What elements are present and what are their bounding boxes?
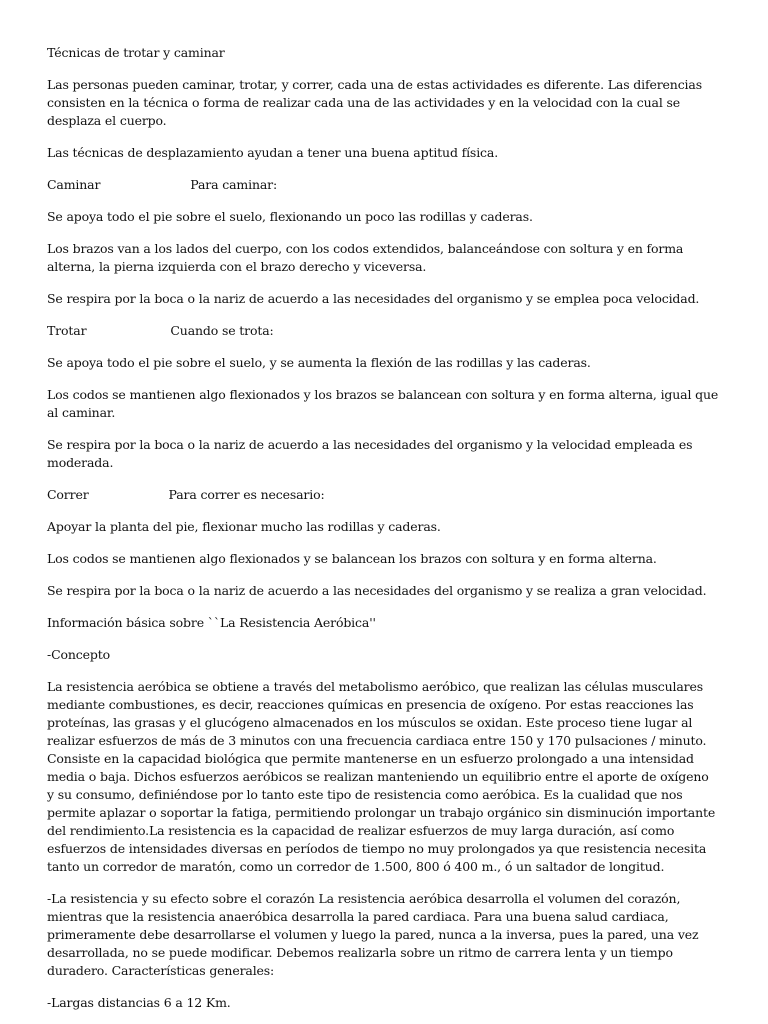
trotar-paragraph-3: Se respira por la boca o la nariz de acuerdo a las necesidades del organismo y la velocidad empleada es moderada.: [47, 437, 693, 470]
caminar-paragraph-2: Los brazos van a los lados del cuerpo, con los codos extendidos, balanceándose con soltura y en forma alterna, la pierna izquierda con el brazo derecho y viceversa.: [47, 241, 684, 274]
correr-paragraph-1: Apoyar la planta del pie, flexionar mucho las rodillas y caderas.: [47, 519, 441, 534]
caminar-paragraph-3: Se respira por la boca o la nariz de acuerdo a las necesidades del organismo y se emplea poca velocidad.: [47, 291, 700, 306]
correr-paragraph-2: Los codos se mantienen algo flexionados y se balancean los brazos con soltura y en forma alterna.: [47, 551, 657, 566]
corazon-paragraph: -La resistencia y su efecto sobre el corazón La resistencia aeróbica desarrolla el volumen del corazón, mientras que la resistencia anaeróbica desarrolla la pared cardiaca. Para una buena salud cardiaca, primeramente debe desarrollarse el volumen y luego la pared, nunca a la inversa, pues la pared, una vez desarrollada, no se puede modificar. Debemos realizarla sobre un ritmo de carrera lenta y un tiempo duradero. Características generales:: [47, 891, 699, 978]
correr-paragraph-3: Se respira por la boca o la nariz de acuerdo a las necesidades del organismo y se realiza a gran velocidad.: [47, 583, 707, 598]
concepto-paragraph: La resistencia aeróbica se obtiene a través del metabolismo aeróbico, que realizan las células musculares mediante combustiones, es decir, reacciones químicas en presencia de oxígeno. Por estas reacciones las proteínas, las grasas y el glucógeno almacenados en los músculos se oxidan. Este proceso tiene lugar al realizar esfuerzos de más de 3 minutos con una frecuencia cardiaca entre 150 y 170 pulsaciones / minuto. Consiste en la capacidad biológica que permite mantenerse en un esfuerzo prolongado a una intensidad media o baja. Dichos esfuerzos aeróbicos se realizan manteniendo un equilibrio entre el aporte de oxígeno y su consumo, definiéndose por lo tanto este tipo de resistencia como aeróbica. Es la cualidad que nos permite aplazar o soportar la fatiga, permitiendo prolongar un trabajo orgánico sin disminución importante del rendimiento.La resistencia es la capacidad de realizar esfuerzos de muy larga duración, así como esfuerzos de intensidades diversas en períodos de tiempo no muy prolongados ya que resistencia necesita tanto un corredor de maratón, como un corredor de 1.500, 800 ó 400 m., ó un saltador de longitud.: [47, 679, 716, 874]
document-heading: Técnicas de trotar y caminar: [47, 45, 225, 60]
trotar-section-header: [47, 322, 719, 340]
intro-paragraph-1: Las personas pueden caminar, trotar, y correr, cada una de estas actividades es diferente. Las diferencias consisten en la técnica o forma de realizar cada una de las actividades y en la velocidad con la cual se desplaza el cuerpo.: [47, 77, 702, 128]
trotar-label: Trotar: [47, 323, 87, 338]
concepto-heading: -Concepto: [47, 647, 110, 662]
info-heading: Información básica sobre ``La Resistencia Aeróbica'': [47, 615, 376, 630]
document-page: [47, 44, 719, 1012]
trotar-sublabel: Cuando se trota:: [170, 323, 274, 338]
caminar-paragraph-1: Se apoya todo el pie sobre el suelo, flexionando un poco las rodillas y caderas.: [47, 209, 533, 224]
caminar-label: Caminar: [47, 177, 101, 192]
correr-section-header: [47, 486, 719, 504]
intro-paragraph-2: Las técnicas de desplazamiento ayudan a tener una buena aptitud física.: [47, 145, 499, 160]
trotar-paragraph-2: Los codos se mantienen algo flexionados y los brazos se balancean con soltura y en forma alterna, igual que al caminar.: [47, 387, 719, 420]
distancias-paragraph: -Largas distancias 6 a 12 Km.: [47, 995, 231, 1010]
correr-label: Correr: [47, 487, 89, 502]
caminar-section-header: [47, 176, 719, 194]
correr-sublabel: Para correr es necesario:: [168, 487, 325, 502]
trotar-paragraph-1: Se apoya todo el pie sobre el suelo, y se aumenta la flexión de las rodillas y las caderas.: [47, 355, 591, 370]
caminar-sublabel: Para caminar:: [190, 177, 278, 192]
